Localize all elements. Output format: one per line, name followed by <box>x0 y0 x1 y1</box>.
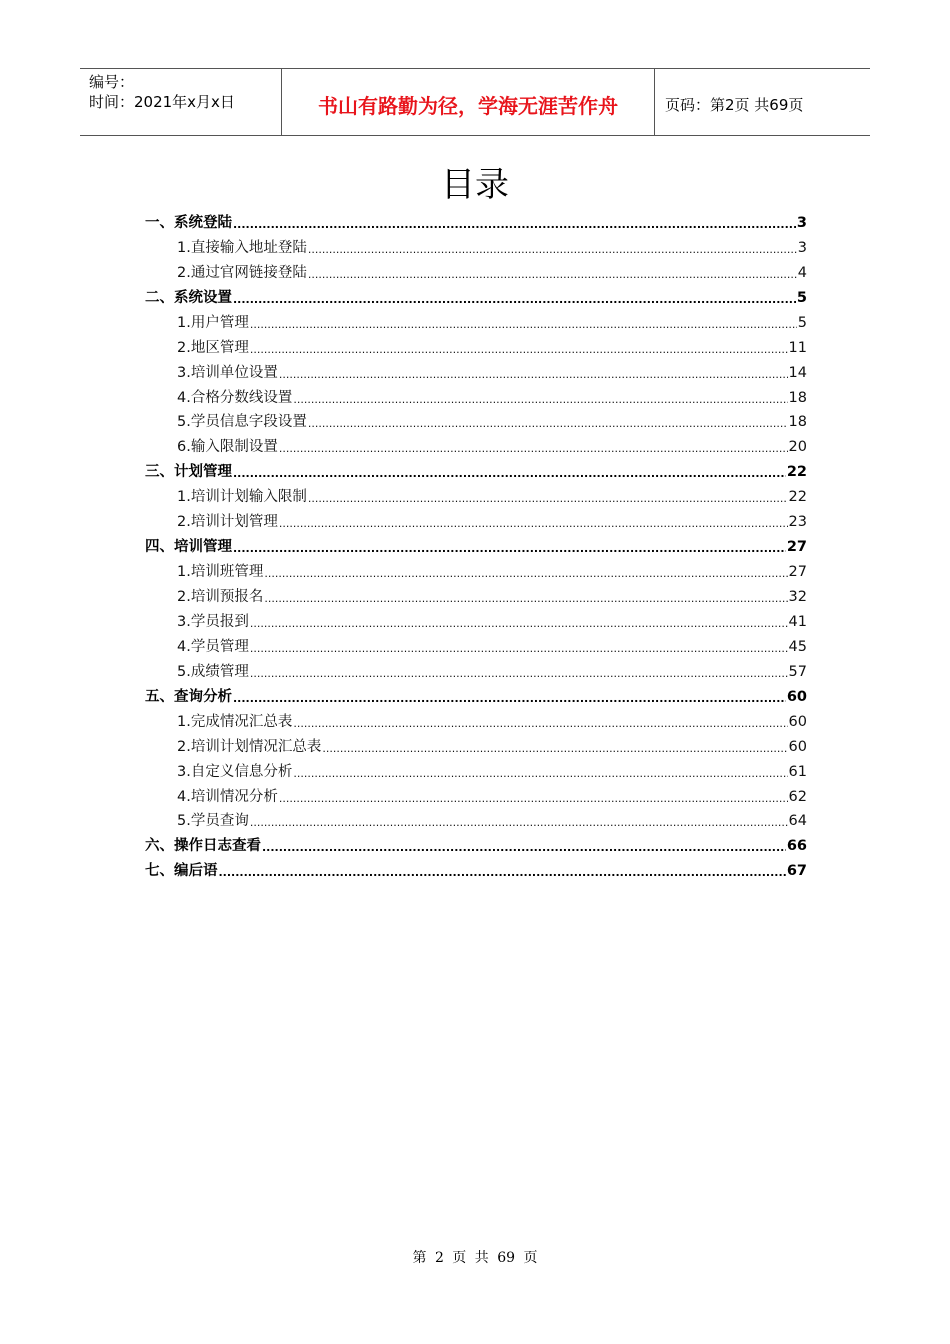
toc-chapter-entry[interactable] <box>145 856 807 881</box>
toc-entry-label: 3.自定义信息分析 <box>177 763 293 780</box>
toc-dot-leader <box>250 313 797 333</box>
toc-dot-leader <box>293 712 787 732</box>
toc-entry-label: 6.输入限制设置 <box>177 439 278 456</box>
toc-section-entry[interactable] <box>145 333 807 358</box>
toc-entry-page-number: 27 <box>786 539 807 556</box>
toc-entry-page-number: 57 <box>788 663 807 680</box>
toc-entry-page-number: 60 <box>786 688 807 705</box>
toc-entry-label: 3.学员报到 <box>177 613 249 630</box>
toc-entry-page-number: 62 <box>788 788 807 805</box>
table-of-contents <box>145 208 807 881</box>
toc-section-entry[interactable] <box>145 482 807 507</box>
toc-dot-leader <box>308 238 797 258</box>
toc-dot-leader <box>233 687 786 707</box>
toc-entry-label: 2.地区管理 <box>177 339 249 356</box>
toc-dot-leader <box>279 512 788 532</box>
toc-entry-page-number: 18 <box>788 414 807 431</box>
toc-entry-label: 六、操作日志查看 <box>145 838 261 855</box>
toc-entry-label: 1.培训计划输入限制 <box>177 489 307 506</box>
toc-entry-page-number: 14 <box>788 364 807 381</box>
toc-dot-leader <box>233 288 796 308</box>
toc-entry-page-number: 3 <box>796 214 807 231</box>
toc-entry-label: 5.成绩管理 <box>177 663 249 680</box>
toc-dot-leader <box>293 388 787 408</box>
toc-entry-label: 5.学员查询 <box>177 813 249 830</box>
toc-dot-leader <box>233 537 786 557</box>
page-footer: 第 2 页 共 69 页 <box>412 1250 538 1266</box>
toc-entry-label: 五、查询分析 <box>145 688 232 705</box>
toc-section-entry[interactable] <box>145 358 807 383</box>
toc-section-entry[interactable] <box>145 233 807 258</box>
header-number-label: 编号： <box>89 73 135 91</box>
toc-entry-page-number: 27 <box>788 564 807 581</box>
toc-entry-page-number: 20 <box>788 439 807 456</box>
header-time-label: 时间：2021年x月x日 <box>89 93 235 111</box>
toc-entry-page-number: 4 <box>797 264 807 281</box>
toc-dot-leader <box>262 836 786 856</box>
toc-entry-page-number: 22 <box>788 489 807 506</box>
toc-section-entry[interactable] <box>145 807 807 832</box>
toc-dot-leader <box>250 637 788 657</box>
toc-dot-leader <box>308 487 788 507</box>
document-header-table <box>80 68 870 136</box>
toc-title: 目录 <box>441 165 509 205</box>
toc-entry-label: 1.用户管理 <box>177 314 249 331</box>
toc-entry-page-number: 5 <box>796 289 807 306</box>
header-page-info: 页码：第2页 共69页 <box>665 95 804 114</box>
toc-section-entry[interactable] <box>145 632 807 657</box>
toc-entry-label: 2.培训预报名 <box>177 589 264 605</box>
toc-dot-leader <box>250 811 788 831</box>
toc-dot-leader <box>322 737 787 757</box>
toc-entry-label: 4.培训情况分析 <box>177 788 278 805</box>
toc-chapter-entry[interactable] <box>145 682 807 707</box>
toc-section-entry[interactable] <box>145 432 807 457</box>
toc-chapter-entry[interactable] <box>145 831 807 856</box>
toc-entry-page-number: 5 <box>797 314 807 331</box>
toc-section-entry[interactable] <box>145 383 807 408</box>
toc-section-entry[interactable] <box>145 707 807 732</box>
toc-entry-page-number: 64 <box>788 813 807 830</box>
toc-section-entry[interactable] <box>145 507 807 532</box>
toc-entry-page-number: 18 <box>788 389 807 406</box>
toc-dot-leader <box>279 437 788 457</box>
toc-entry-label: 4.学员管理 <box>177 638 249 655</box>
toc-entry-page-number: 41 <box>788 613 807 630</box>
toc-entry-page-number: 67 <box>786 863 807 880</box>
toc-section-entry[interactable] <box>145 582 807 607</box>
toc-dot-leader <box>233 213 796 233</box>
toc-entry-page-number: 45 <box>788 638 807 655</box>
toc-section-entry[interactable] <box>145 607 807 632</box>
toc-section-entry[interactable] <box>145 408 807 433</box>
toc-entry-page-number: 66 <box>786 838 807 855</box>
toc-entry-label: 1.完成情况汇总表 <box>177 713 293 730</box>
toc-dot-leader <box>250 662 788 682</box>
toc-entry-label: 2.培训计划情况汇总表 <box>177 738 322 755</box>
toc-dot-leader <box>279 363 788 383</box>
toc-section-entry[interactable] <box>145 258 807 283</box>
toc-entry-page-number: 22 <box>786 464 807 481</box>
toc-dot-leader <box>293 762 787 782</box>
toc-entry-page-number: 60 <box>788 713 807 730</box>
header-meta-cell <box>80 69 282 135</box>
toc-entry-page-number: 32 <box>788 589 807 605</box>
toc-chapter-entry[interactable] <box>145 208 807 233</box>
toc-entry-label: 1.直接输入地址登陆 <box>177 239 307 256</box>
toc-section-entry[interactable] <box>145 757 807 782</box>
toc-entry-label: 3.培训单位设置 <box>177 364 278 381</box>
toc-chapter-entry[interactable] <box>145 457 807 482</box>
toc-entry-label: 七、编后语 <box>145 863 218 880</box>
toc-section-entry[interactable] <box>145 308 807 333</box>
toc-entry-label: 2.通过官网链接登陆 <box>177 264 307 281</box>
toc-dot-leader <box>308 412 788 432</box>
toc-entry-label: 1.培训班管理 <box>177 564 264 581</box>
toc-entry-label: 2.培训计划管理 <box>177 514 278 531</box>
toc-entry-label: 5.学员信息字段设置 <box>177 414 307 431</box>
toc-entry-label: 三、计划管理 <box>145 464 232 481</box>
toc-entry-page-number: 3 <box>797 239 807 256</box>
toc-chapter-entry[interactable] <box>145 283 807 308</box>
toc-section-entry[interactable] <box>145 732 807 757</box>
header-motto: 书山有路勤为径，学海无涯苦作舟 <box>282 69 655 135</box>
toc-entry-label: 二、系统设置 <box>145 289 232 306</box>
toc-dot-leader <box>250 612 788 632</box>
toc-entry-label: 一、系统登陆 <box>145 214 232 231</box>
toc-dot-leader <box>279 787 788 807</box>
toc-entry-page-number: 23 <box>788 514 807 531</box>
toc-entry-page-number: 11 <box>788 339 807 356</box>
toc-section-entry[interactable] <box>145 557 807 582</box>
toc-dot-leader <box>264 587 787 607</box>
toc-dot-leader <box>233 462 786 482</box>
toc-entry-page-number: 60 <box>788 738 807 755</box>
toc-dot-leader <box>264 562 787 582</box>
toc-dot-leader <box>219 861 786 881</box>
toc-dot-leader <box>308 263 797 283</box>
toc-chapter-entry[interactable] <box>145 532 807 557</box>
toc-entry-label: 4.合格分数线设置 <box>177 389 293 406</box>
toc-entry-page-number: 61 <box>788 763 807 780</box>
toc-section-entry[interactable] <box>145 782 807 807</box>
toc-entry-label: 四、培训管理 <box>145 539 232 556</box>
toc-dot-leader <box>250 338 788 358</box>
toc-section-entry[interactable] <box>145 657 807 682</box>
